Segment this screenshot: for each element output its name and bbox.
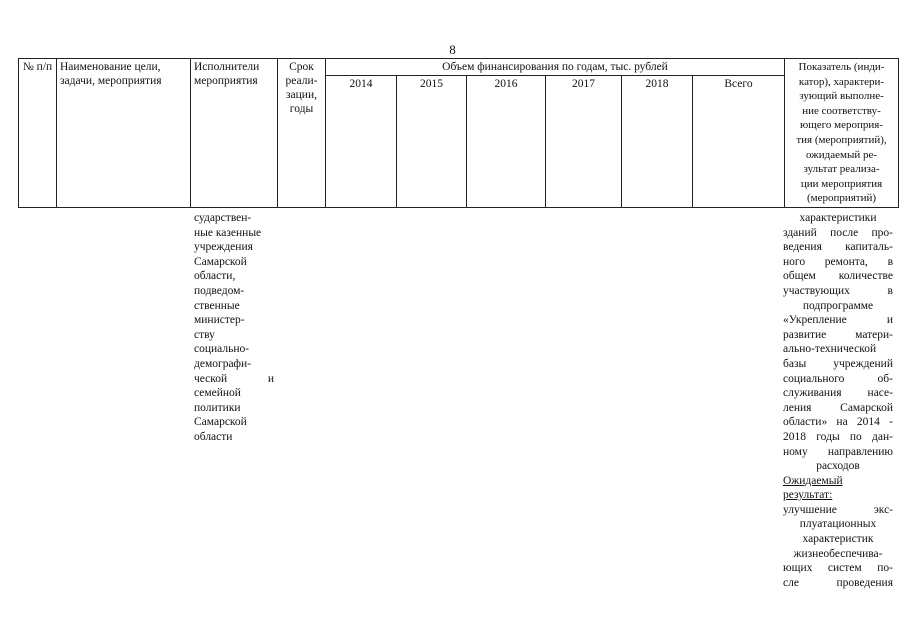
header-term: Срок реали- зации, годы — [278, 59, 326, 208]
year-total: Всего — [693, 76, 785, 208]
header-financing: Объем финансирования по годам, тыс. рублей — [326, 59, 785, 76]
header-num: № п/п — [19, 59, 57, 208]
page-number: 8 — [449, 42, 456, 57]
result-label: Ожидаемый — [783, 474, 843, 487]
header-indicator: Показатель (инди- катор), характери- зующий выполне- ние соответству- ющего мероприя- тия (мероприятий), ожидаемый ре- зультат реализа- ции мероприятия (мероприятий) — [785, 59, 899, 208]
header-name: Наименование цели, задачи, мероприятия — [57, 59, 191, 208]
year-2016: 2016 — [467, 76, 546, 208]
executors-continued: сударствен- ные казенные учреждения Самарской области, подведом- ственные министер- ству социально- демографи- ческой и семейной политики Самарской области — [194, 212, 274, 443]
year-2017: 2017 — [546, 76, 622, 208]
year-2014: 2014 — [326, 76, 397, 208]
indicator-continued: характеристики зданий после про- ведения капиталь- ного ремонта, в общем количестве участвующих в подпрограмме «Укрепление и развитие матери- ально-технической базы учреждений социального об- служивания насе- ления Самарской области» на 2014 - 2018 годы по дан- ному направлению расходов Ожидаемый результат: улучшение экс- плуатационных характеристик жизнеобеспечива- ющих систем по- сле проведения — [783, 212, 893, 589]
year-2018: 2018 — [622, 76, 693, 208]
header-table — [18, 58, 899, 208]
header-executors: Исполнители мероприятия — [191, 59, 278, 208]
year-2015: 2015 — [397, 76, 467, 208]
